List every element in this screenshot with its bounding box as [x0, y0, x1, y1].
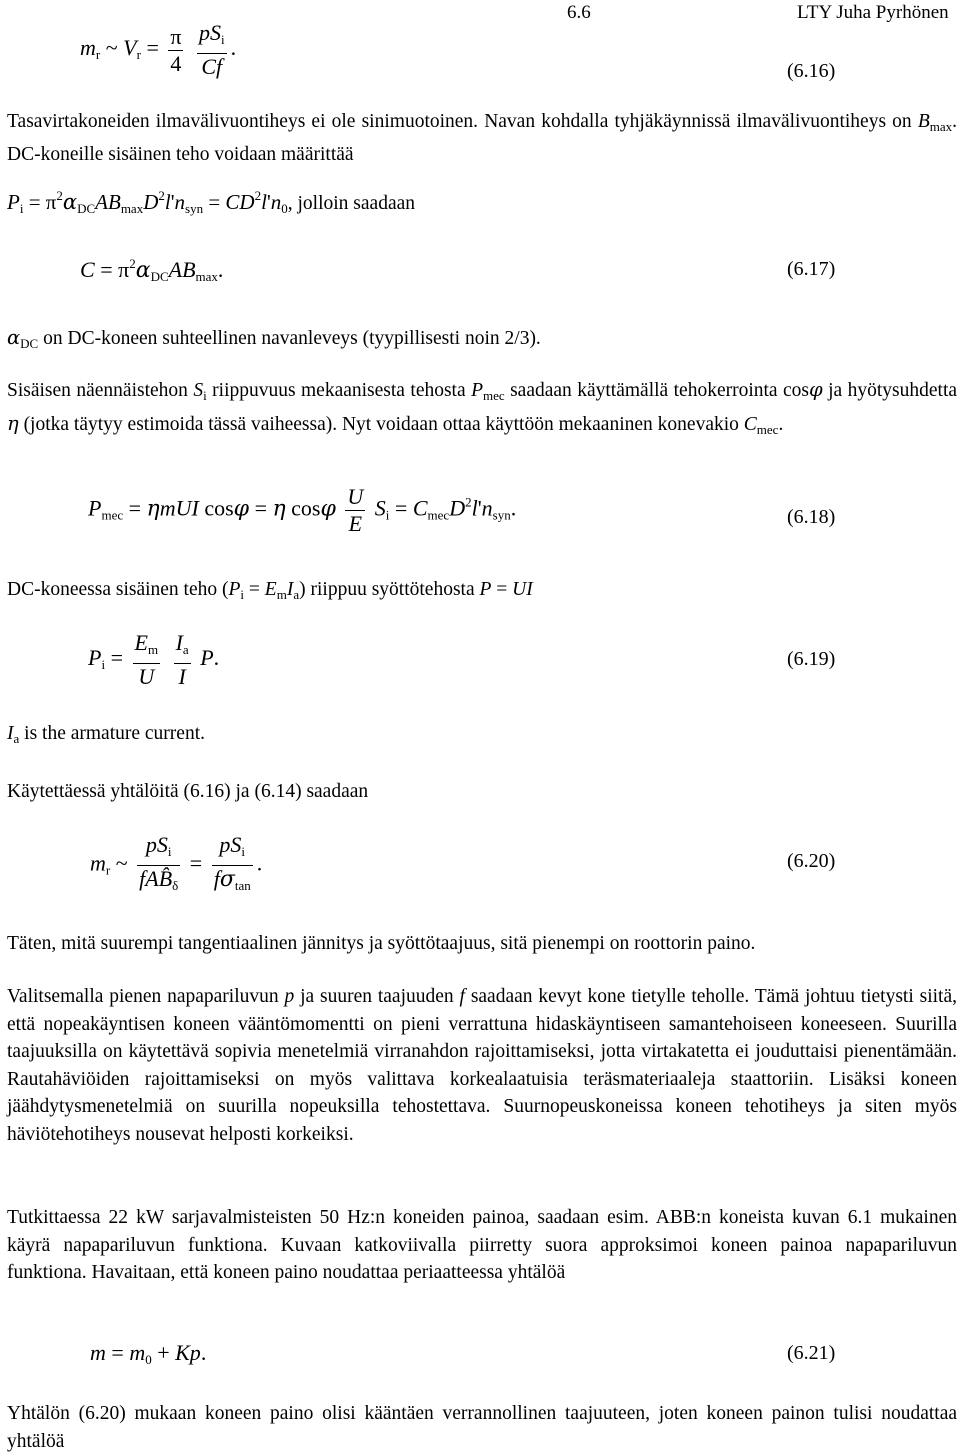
- equation-number: (6.20): [787, 850, 836, 872]
- paragraph-dc-flux: Tasavirtakoneiden ilmavälivuontiheys ei ole sinimuotoinen. Navan kohdalla tyhjäkäynnissä ilmavälivuontiheys on $B_{max}$. DC-koneille sisäinen teho voidaan määrittää: [7, 111, 957, 165]
- paragraph-pole-pairs: Valitsemalla pienen napapariluvun p ja suuren taajuuden f saadaan kevyt kone tietylle teholle. Tämä johtuu tietysti siitä, että nopeakäyntisen koneen vääntömomentti on pieni verrattuna hidaskäyntiseen samantehoiseen koneeseen. Suurilla taajuuksilla on käytettävä sopivia menetelmiä virranahdon rajoittamiseksi, jotta virtakatetta ei jouduttaisi pienentämään. Rautahäviöiden rajoittamiseksi on myös valittava korkealaatuisia teräsmateriaaleja staattoriin. Lisäksi koneen jäähdytysmenetelmiä on suurilla nopeuksilla tehostettava. Suurnopeuskoneissa koneen tehotiheys ja siten myös häviötehotiheys nousevat helposti korkeiksi.: [7, 986, 957, 1145]
- paragraph-abb-study: Tutkittaessa 22 kW sarjavalmisteisten 50 Hz:n koneiden painoa, saadaan esim. ABB:n koneista kuvan 6.1 mukainen käyrä napapariluvun funktiona. Kuvaan katkoviivalla piirretty suora approksimoi koneen painoa napapariluvun funktiona. Havaitaan, että koneen paino noudattaa periaatteessa yhtälöä: [7, 1207, 957, 1284]
- equation-6-20: $m_r$ ~ $\frac{pS_i}{fAB̂_\delta}$ = $\frac{pS_i}{f\sigma_{tan}}$ .: [90, 832, 262, 899]
- alpha-definition: $\alpha_{DC}$ on DC-koneen suhteellinen navanleveys (tyypillisesti noin 2/3).: [7, 326, 541, 351]
- equation-internal-power: $P_i = \pi^2\alpha_{DC}AB_{max}D^2l'n_{syn} = CD^2l'n_0$, jolloin saadaan: [7, 188, 416, 216]
- equation-number: (6.21): [787, 1342, 836, 1364]
- author-header: LTY Juha Pyrhönen: [797, 2, 949, 23]
- equation-6-21: $m = m_0 + Kp$.: [90, 1340, 207, 1367]
- equation-6-16: $m_r$ ~ $V_r$ = $\frac{\pi}{4}$ $\frac{pS_i}{Cf}$ .: [80, 20, 237, 79]
- equation-6-19: $P_i$ = $\frac{E_m}{U}$ $\frac{I_a}{I}$ P.: [88, 630, 220, 689]
- paragraph-mechanical-power: Sisäisen näennäistehon $S_i$ riippuvuus mekaanisesta tehosta $P_{mec}$ saadaan käyttämällä tehokerrointa cosφ ja hyötysuhdetta η (jotka täytyy estimoida tässä vaiheessa). Nyt voidaan ottaa käyttöön mekaaninen konevakio $C_{mec}$.: [7, 378, 958, 437]
- equation-6-17: $C = \pi^2\alpha_{DC}AB_{max}$.: [80, 256, 224, 284]
- equation-6-18: $P_{mec} = \eta mUI$ cosφ = η cosφ $\frac{U}{E}$ $S_i = C_{mec}D^2l'n_{syn}$.: [88, 484, 517, 536]
- section-number: 6.6: [567, 2, 591, 23]
- paragraph-frequency-weight: Yhtälön (6.20) mukaan koneen paino olisi kääntäen verrannollinen taajuuteen, joten koneen painon tulisi noudattaa yhtälöä: [7, 1403, 957, 1452]
- paragraph-using-equations: Käytettäessä yhtälöitä (6.16) ja (6.14) saadaan: [7, 781, 369, 802]
- equation-number: (6.16): [787, 60, 836, 82]
- armature-current-note: $I_a$ is the armature current.: [7, 723, 205, 746]
- paragraph-tangential-stress: Täten, mitä suurempi tangentiaalinen jännitys ja syöttötaajuus, sitä pienempi on roottorin paino.: [7, 933, 756, 954]
- paragraph-dc-internal-power: DC-koneessa sisäinen teho $(P_i = E_mI_a)$ riippuu syöttötehosta P = UI: [7, 579, 533, 602]
- equation-number: (6.19): [787, 648, 836, 670]
- equation-number: (6.18): [787, 506, 836, 528]
- equation-number: (6.17): [787, 258, 836, 280]
